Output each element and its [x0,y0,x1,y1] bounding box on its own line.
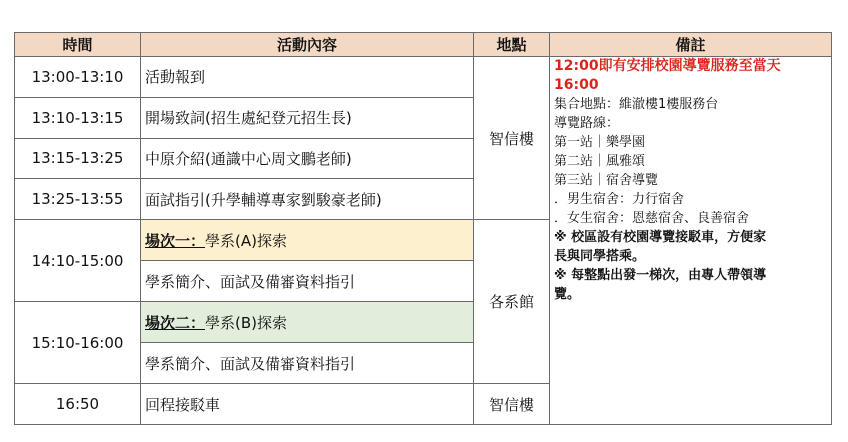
session-b-title: 學系(B)探索 [205,313,288,332]
notes-line: 第三站｜宿舍導覽 [554,172,659,188]
header-location: 地點 [474,33,550,57]
activity-cell: 面試指引(升學輔導專家劉駿豪老師) [141,179,474,220]
location-cell: 智信樓 [474,384,550,425]
time-cell-session-b: 15:10-16:00 [15,302,141,384]
activity-cell: 回程接駁車 [141,384,474,425]
notes-hourly-line-b: 覽。 [554,286,581,302]
time-cell-session-a: 14:10-15:00 [15,220,141,302]
notes-line: 導覽路線： [554,115,620,131]
location-cell-departments: 各系館 [474,220,550,384]
notes-line: 第一站｜樂學園 [554,134,646,150]
time-cell: 13:15-13:25 [15,138,141,179]
remarks-cell [550,56,832,424]
time-cell: 13:00-13:10 [15,56,141,97]
header-row [15,33,832,57]
time-cell: 16:50 [15,384,141,425]
time-cell: 13:25-13:55 [15,179,141,220]
session-b-label: 場次二： [145,313,206,332]
notes-hourly-line-a: ※ 每整點出發一梯次，由專人帶領導 [554,267,767,283]
activity-cell: 活動報到 [141,56,474,97]
session-a-title-cell [141,220,474,261]
notes-line: 集合地點：維澈樓1樓服務台 [554,96,719,112]
session-a-title: 學系(A)探索 [205,231,287,250]
session-b-detail: 學系簡介、面試及備審資料指引 [141,343,474,384]
notes-line: ．女生宿舍：恩慈宿舍、良善宿舍 [554,210,750,226]
time-cell: 13:10-13:15 [15,97,141,138]
header-remarks: 備註 [550,33,832,57]
header-time: 時間 [15,33,141,57]
session-a-detail: 學系簡介、面試及備審資料指引 [141,261,474,302]
notes-shuttle-line-a: ※ 校區設有校園導覽接駁車，方便家 [554,229,767,245]
activity-cell: 中原介紹(通識中心周文鵬老師) [141,138,474,179]
table-row [15,56,832,97]
session-b-title-cell [141,302,474,343]
notes-headline-1: 12:00即有安排校園導覽服務至當天 [554,57,781,74]
location-cell-zhixin: 智信樓 [474,56,550,220]
notes-shuttle-line-b: 長與同學搭乘。 [554,248,646,264]
schedule-table [14,32,832,425]
session-a-label: 場次一： [145,231,206,250]
notes-headline-2: 16:00 [554,76,599,93]
notes-line: 第二站｜風雅頌 [554,153,646,169]
header-activity: 活動內容 [141,33,474,57]
activity-cell: 開場致詞(招生處紀登元招生長) [141,97,474,138]
notes-line: ．男生宿舍：力行宿舍 [554,191,685,207]
